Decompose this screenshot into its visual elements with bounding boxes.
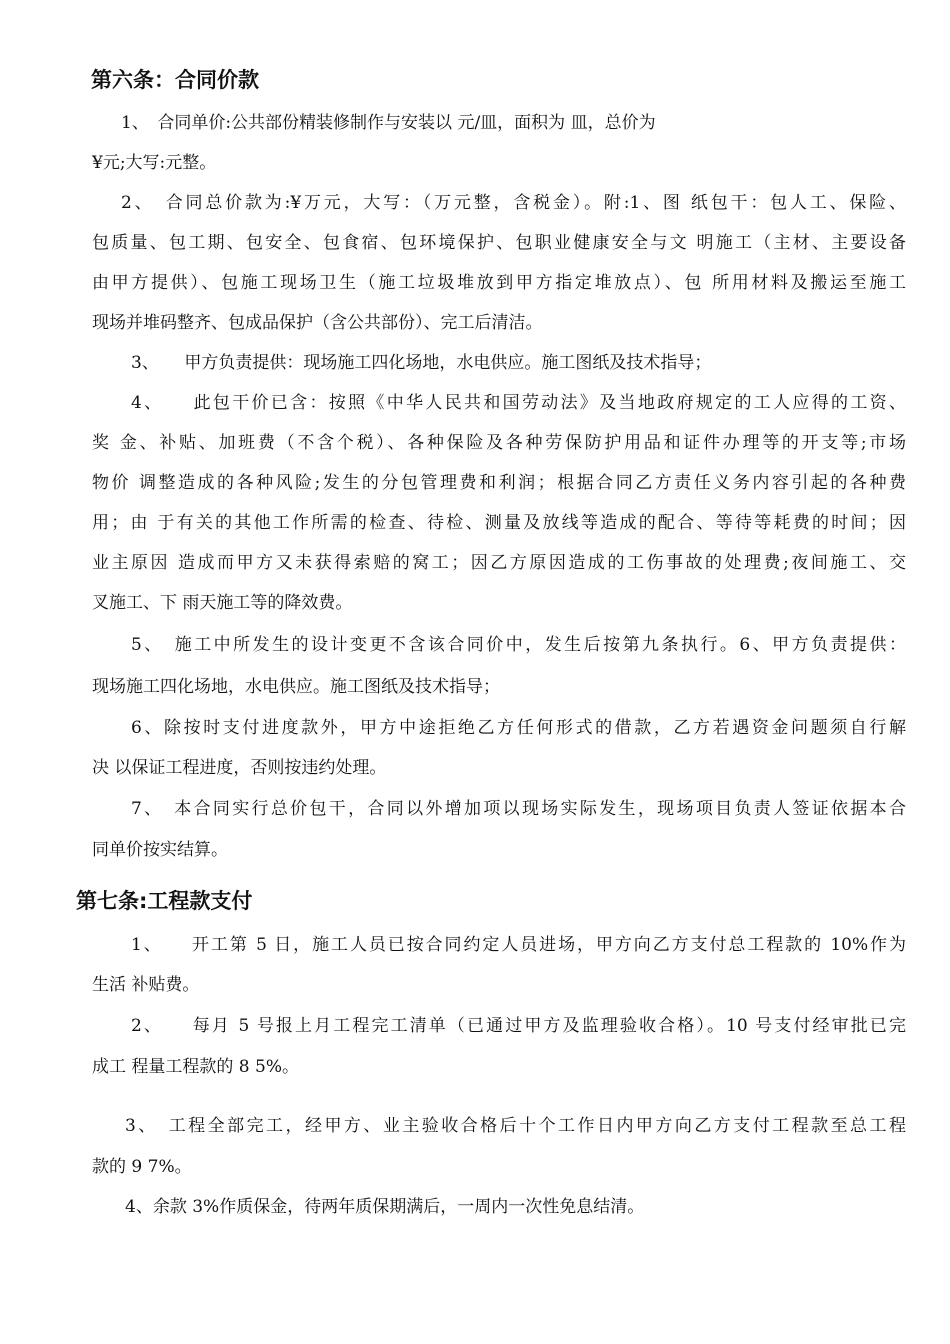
section-6-line: 2、 合同总价款为:¥万元，大写：（万元整，含税金）。附:1、图 纸包干：包人工、保险、	[121, 193, 906, 213]
section-7-line: 成工 程量工程款的 8 5%。	[92, 1057, 299, 1077]
section-6-line: 4、 此包干价已含：按照《中华人民共和国劳动法》及当地政府规定的工人应得的工资、	[131, 393, 906, 413]
section-7-line: 4、余款 3%作质保金，待两年质保期满后，一周内一次性免息结清。	[125, 1197, 645, 1217]
section-6-heading: 第六条：合同价款	[91, 68, 259, 92]
section-6-line: 1、 合同单价:公共部份精装修制作与安装以 元/皿，面积为 皿，总价为	[121, 113, 656, 133]
section-6-line: 由甲方提供）、包施工现场卫生（施工垃圾堆放到甲方指定堆放点）、包 所用材料及搬运至施工	[92, 273, 906, 293]
section-7-line: 2、 每月 5 号报上月工程完工清单（已通过甲方及监理验收合格）。10 号支付经审批已完	[131, 1016, 906, 1036]
section-6-line: 现场施工四化场地，水电供应。施工图纸及技术指导；	[92, 677, 500, 697]
section-6-line: 6、除按时支付进度款外，甲方中途拒绝乙方任何形式的借款，乙方若遇资金问题须自行解	[131, 718, 906, 738]
section-7-line: 3、 工程全部完工，经甲方、业主验收合格后十个工作日内甲方向乙方支付工程款至总工程	[125, 1116, 906, 1136]
section-7-line: 1、 开工第 5 日，施工人员已按合同约定人员进场，甲方向乙方支付总工程款的 10%作为	[131, 935, 906, 955]
section-6-line: 奖 金、补贴、加班费（不含个税）、各种保险及各种劳保防护用品和证件办理等的开支等;市场	[92, 433, 906, 453]
section-6-line: 5、 施工中所发生的设计变更不含该合同价中，发生后按第九条执行。6、甲方负责提供：	[131, 635, 906, 655]
section-6-line: 7、 本合同实行总价包干，合同以外增加项以现场实际发生，现场项目负责人签证依据本合	[131, 799, 906, 819]
section-6-line: 包质量、包工期、包安全、包食宿、包环境保护、包职业健康安全与文 明施工（主材、主要设备	[92, 233, 906, 253]
section-6-line: 现场并堆码整齐、包成品保护（含公共部份）、完工后清洁。	[92, 313, 543, 333]
section-6-line: 用；由 于有关的其他工作所需的检查、待检、测量及放线等造成的配合、等待等耗费的时间；因	[92, 513, 906, 533]
section-6-line: 物价 调整造成的各种风险;发生的分包管理费和利润；根据合同乙方责任义务内容引起的各种费	[92, 473, 906, 493]
section-7-line: 生活 补贴费。	[92, 975, 200, 995]
section-6-line: 同单价按实结算。	[92, 840, 228, 860]
section-6-line: 业主原因 造成而甲方又未获得索赔的窝工；因乙方原因造成的工伤事故的处理费;夜间施工、交	[92, 553, 906, 573]
section-6-line: 叉施工、下 雨天施工等的降效费。	[92, 593, 353, 613]
section-7-line: 款的 9 7%。	[92, 1157, 192, 1177]
section-6-line: 决 以保证工程进度，否则按违约处理。	[92, 758, 387, 778]
section-7-heading: 第七条:工程款支付	[76, 889, 253, 913]
section-6-line: ¥元;大写:元整。	[92, 153, 217, 173]
section-6-line: 3、 甲方负责提供：现场施工四化场地，水电供应。施工图纸及技术指导；	[131, 353, 712, 373]
